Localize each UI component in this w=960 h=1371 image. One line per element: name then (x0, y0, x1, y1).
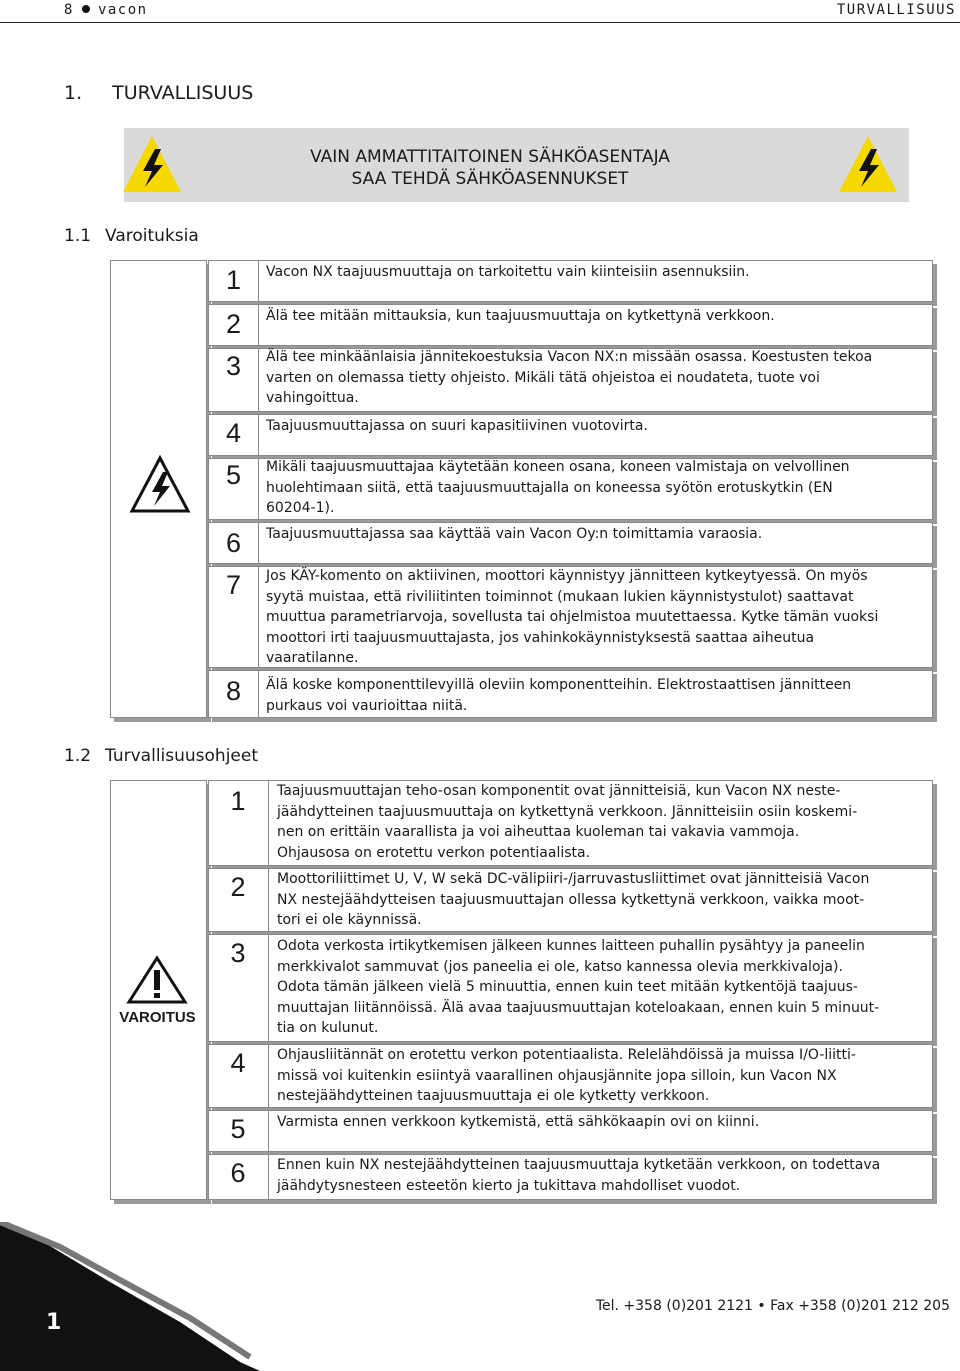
contact-info: Tel. +358 (0)201 2121 • Fax +358 (0)201 212 205 (595, 1298, 950, 1314)
page-number: 1 (46, 1310, 62, 1335)
corner-decoration (0, 1222, 260, 1371)
header-left (64, 2, 148, 18)
warning-text: Taajuusmuuttajassa on suuri kapasitiivinen vuotovirta. (266, 418, 648, 434)
section-heading-1-1: 1.1 Varoituksia (64, 226, 199, 246)
high-voltage-icon (837, 133, 899, 195)
page-header (0, 0, 960, 22)
item-number: 7 (225, 570, 242, 600)
high-voltage-icon (121, 133, 183, 195)
header-brand: vacon (97, 2, 148, 18)
safety-text: Taajuusmuuttajan teho-osan komponentit ovat jännitteisiä, kun Vacon NX neste- jäähdytteinen taajuusmuuttaja on kytkettynä verkkoon. Jännitteisiin osiin koskemi- nen on erittäin vaarallista ja voi aiheuttaa kuoleman tai vakavia vammoja. Ohjausosa on erotettu verkon potentiaalista. (277, 783, 858, 861)
section-heading-1-2: 1.2 Turvallisuusohjeet (64, 746, 259, 766)
item-number: 5 (230, 1114, 246, 1144)
item-number: 3 (230, 938, 246, 968)
warning-text: Älä tee minkäänlaisia jännitekoestuksia Vacon NX:n missään osassa. Koestusten tekoa varten on olemassa tietty ohjeisto. Mikäli tätä ohjeistoa ei noudateta, tuote voi vahingoittua. (266, 349, 873, 406)
item-number: 1 (230, 786, 246, 816)
header-rule (0, 22, 960, 23)
warning-text: Vacon NX taajuusmuuttaja on tarkoitettu vain kiinteisiin asennuksiin. (266, 264, 750, 280)
warning-text: Älä tee mitään mittauksia, kun taajuusmuuttaja on kytkettynä verkkoon. (266, 308, 775, 324)
high-voltage-icon (129, 454, 191, 516)
safety-text: Varmista ennen verkkoon kytkemistä, että sähkökaapin ovi on kiinni. (277, 1114, 760, 1130)
safety-text: Moottoriliittimet U, V, W sekä DC-välipiiri-/jarruvastusliittimet ovat jännitteisiä Vacon NX nestejäähdytteisen taajuusmuuttajan ollessa kytkettynä verkkoon, vaikka moot- tori ei ole käynnissä. (277, 871, 870, 928)
item-number: 6 (230, 1158, 246, 1188)
item-number: 1 (225, 265, 242, 295)
item-number: 8 (225, 676, 242, 706)
safety-text: Ohjausliitännät on erotettu verkon potentiaalista. Relelähdöissä ja muissa I/O-liitti- missä voi kuitenkin esiintyä vaarallinen ohjausjännite jopa silloin, kun Vacon NX nestejäähdytteinen taajuusmuuttaja ei ole kytketty verkkoon. (277, 1047, 856, 1104)
warning-text: Jos KÄY-komento on aktiivinen, moottori käynnistyy jännitteen kytkeytyessä. On myös syytä muistaa, että riviliitinten toiminnot (mukaan lukien käynnistystulot) saattavat muuttua parametriarvoja, sovellusta tai ohjelmistoa muutettaessa. Kytke tämän vuoksi moottori irti taajuusmuuttajasta, jos vahinkokäynnistyksestä saattaa aiheutua vaaratilanne. (266, 568, 879, 666)
page-title: 1. TURVALLISUUS (64, 82, 254, 104)
item-number: 6 (225, 528, 242, 558)
warning-text: Mikäli taajuusmuuttajaa käytetään koneen osana, koneen valmistaja on velvollinen huolehtimaan siitä, että taajuusmuuttajalla on koneessa syötön erotuskytkin (EN 60204-1). (266, 459, 850, 516)
item-number: 5 (225, 460, 242, 490)
warning-triangle-icon (126, 955, 188, 1005)
safety-text: Ennen kuin NX nestejäähdytteinen taajuusmuuttaja kytketään verkkoon, on todettava jäähdytysnesteen esteetön kierto ja tukittava mahdolliset vuodot. (277, 1157, 881, 1194)
item-number: 4 (225, 418, 242, 448)
header-section: TURVALLISUUS (836, 2, 956, 18)
warning-text: Taajuusmuuttajassa saa käyttää vain Vacon Oy:n toimittamia varaosia. (266, 526, 763, 542)
warning-label: VAROITUS (119, 1009, 196, 1026)
item-number: 3 (225, 351, 242, 381)
banner-text: VAIN AMMATTITAITOINEN SÄHKÖASENTAJA SAA TEHDÄ SÄHKÖASENNUKSET (310, 147, 670, 189)
warning-text: Älä koske komponenttilevyillä oleviin komponentteihin. Elektrostaattisen jännitteen purkaus voi vaurioittaa niitä. (266, 677, 852, 714)
item-number: 2 (230, 872, 246, 902)
item-number: 2 (225, 309, 242, 339)
item-number: 4 (230, 1048, 246, 1078)
bullet-icon (82, 5, 90, 13)
safety-text: Odota verkosta irtikytkemisen jälkeen kunnes laitteen puhallin pysähtyy ja paneelin merkkivalot sammuvat (jos paneelia ei ole, katso kannessa olevia merkkivaloja). Odota tämän jälkeen vielä 5 minuuttia, ennen kuin teet mitään kytkentöjä taajuus- muuttajan liitännöissä. Älä avaa taajuusmuuttajan koteloakaan, ennen kuin 5 minuut- tia on kulunut. (277, 938, 880, 1036)
header-page-number: 8 (64, 2, 74, 18)
